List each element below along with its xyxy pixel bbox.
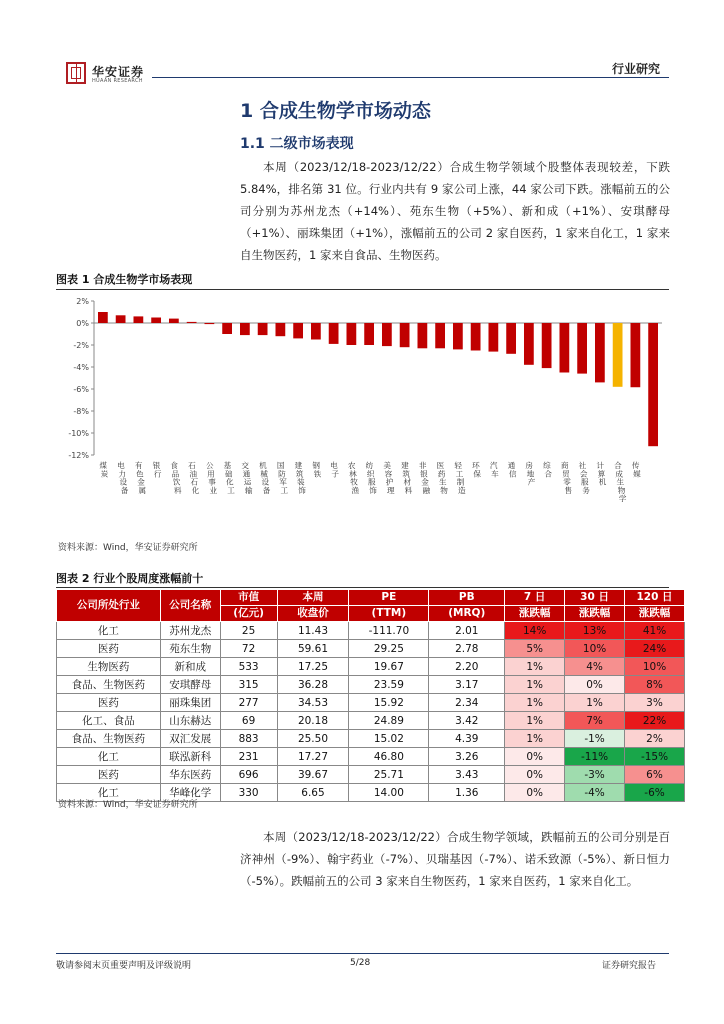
x-tick-label: 机械设备 (259, 461, 271, 495)
logo-text-cn: 华安证券 (92, 65, 145, 79)
chart-bar (169, 319, 179, 323)
chart-bar (116, 315, 126, 323)
heading-1: 1 合成生物学市场动态 (240, 100, 431, 122)
table-cell: 5% (505, 640, 565, 658)
table-cell: 6% (625, 766, 685, 784)
x-tick-label: 汽车 (489, 461, 499, 479)
x-tick-label: 交通运输 (241, 461, 253, 495)
header-divider (152, 77, 669, 78)
x-tick-label: 计算机 (596, 461, 607, 487)
table-cell: -1% (565, 730, 625, 748)
x-tick-label: 国防军工 (276, 461, 289, 495)
table-cell: 6.65 (277, 784, 349, 802)
footer-report-type: 证券研究报告 (601, 961, 656, 971)
chart-bar (187, 322, 197, 323)
table-cell: 25 (220, 622, 277, 640)
logo-text-en: HUAAN RESEARCH (92, 78, 143, 84)
table-cell: 41% (625, 622, 685, 640)
chart-bar (542, 323, 552, 368)
table-cell: 10% (565, 640, 625, 658)
table-header-cell: 公司所处行业 (57, 590, 161, 622)
table-cell: 化工 (57, 748, 161, 766)
chart-bar (222, 323, 232, 334)
table-cell: 华峰化学 (160, 784, 220, 802)
y-tick-label: -4% (73, 363, 89, 372)
table-cell: 联泓新科 (160, 748, 220, 766)
x-tick-label: 环保 (472, 461, 481, 479)
table-cell: 696 (220, 766, 277, 784)
table-cell: 食品、生物医药 (57, 676, 161, 694)
table-cell: 15.92 (349, 694, 429, 712)
table-cell: 14% (505, 622, 565, 640)
table-cell: 3.43 (429, 766, 505, 784)
paragraph-decliners: 本周（2023/12/18-2023/12/22）合成生物学领域，跌幅前五的公司分别是百济神州（-9%）、翰宇药业（-7%）、贝瑞基因（-7%）、诺禾致源（-5%）、新日恒力（-5%）。跌幅前五的公司 3 家来自生物医药，1 家来自医药，1 家来自化工。 (240, 830, 670, 888)
table-cell: 69 (220, 712, 277, 730)
chart-bar (240, 323, 250, 335)
table-cell: -4% (565, 784, 625, 802)
figure2-source: 资料来源：Wind，华安证券研究所 (58, 800, 198, 810)
table-cell: 4% (565, 658, 625, 676)
table-row (57, 712, 685, 730)
table-cell: 36.28 (277, 676, 349, 694)
x-tick-label: 美容护理 (383, 461, 395, 495)
table-cell: 3.26 (429, 748, 505, 766)
table-cell: -15% (625, 748, 685, 766)
chart-bar (471, 323, 481, 351)
table-cell: 315 (220, 676, 277, 694)
footer-divider (56, 953, 669, 954)
table-header-cell: 30 日 (565, 590, 625, 606)
figure1-source: 资料来源：Wind，华安证券研究所 (58, 543, 198, 553)
table-header-cell: PE (349, 590, 429, 606)
table-cell: 22% (625, 712, 685, 730)
table-header-cell: 收盘价 (277, 606, 349, 622)
x-tick-label: 电子 (330, 461, 339, 479)
table-cell: 新和成 (160, 658, 220, 676)
table-cell: 3% (625, 694, 685, 712)
table-cell: 25.50 (277, 730, 349, 748)
chart-bar (648, 323, 658, 446)
x-tick-label: 食品饮料 (170, 461, 182, 495)
table-cell: -3% (565, 766, 625, 784)
x-tick-label: 医药生物 (436, 461, 448, 495)
chart-bar (364, 323, 374, 345)
table-cell: 3.42 (429, 712, 505, 730)
x-tick-label: 电力设备 (117, 461, 129, 495)
table-header-cell: 公司名称 (160, 590, 220, 622)
y-tick-label: 0% (76, 319, 89, 328)
table-header-cell: 涨跌幅 (625, 606, 685, 622)
chart-bar (293, 323, 303, 338)
y-tick-label: -12% (68, 451, 89, 460)
table-cell: 0% (505, 748, 565, 766)
figure1-divider (56, 289, 669, 290)
table-cell: 34.53 (277, 694, 349, 712)
top-gainers-table (56, 589, 685, 802)
table-cell: 1% (505, 676, 565, 694)
table-cell: 19.67 (349, 658, 429, 676)
chart-bar (595, 323, 605, 382)
table-cell: 丽珠集团 (160, 694, 220, 712)
y-tick-label: 2% (76, 297, 89, 306)
table-cell: 2% (625, 730, 685, 748)
table-cell: 山东赫达 (160, 712, 220, 730)
chart-bar (435, 323, 445, 348)
chart-bar (559, 323, 569, 373)
table-cell: 10% (625, 658, 685, 676)
table-cell: 24% (625, 640, 685, 658)
x-tick-label: 商贸零售 (560, 461, 573, 495)
table-cell: 0% (505, 766, 565, 784)
table-cell: 2.78 (429, 640, 505, 658)
x-tick-label: 建筑材料 (401, 461, 413, 495)
table-row (57, 748, 685, 766)
table-cell: 1% (505, 658, 565, 676)
table-cell: 29.25 (349, 640, 429, 658)
table-row (57, 622, 685, 640)
table-cell: 化工 (57, 784, 161, 802)
table-header-row (57, 590, 685, 606)
table-cell: -6% (625, 784, 685, 802)
table-cell: 医药 (57, 640, 161, 658)
section-label: 行业研究 (611, 62, 660, 76)
table-header-cell: (亿元) (220, 606, 277, 622)
x-tick-label: 石油石化 (188, 461, 200, 495)
table-cell: 15.02 (349, 730, 429, 748)
chart-bar (346, 323, 356, 345)
table-header-cell: (MRQ) (429, 606, 505, 622)
chart-bar (400, 323, 410, 347)
table-cell: 11.43 (277, 622, 349, 640)
chart-bar (204, 323, 214, 324)
chart-bar (417, 323, 427, 348)
chart-bar (613, 323, 623, 387)
figure2-title: 图表 2 行业个股周度涨幅前十 (56, 572, 204, 585)
chart-bar (506, 323, 516, 354)
table-row (57, 730, 685, 748)
table-cell: 医药 (57, 694, 161, 712)
table-row (57, 694, 685, 712)
table-cell: 4.39 (429, 730, 505, 748)
table-cell: 化工、食品 (57, 712, 161, 730)
table-row (57, 766, 685, 784)
figure2-divider (56, 587, 669, 588)
table-cell: 2.20 (429, 658, 505, 676)
table-row (57, 676, 685, 694)
x-tick-label: 合成生物学 (614, 461, 627, 503)
table-header-cell: 涨跌幅 (505, 606, 565, 622)
table-cell: 双汇发展 (160, 730, 220, 748)
table-cell: 20.18 (277, 712, 349, 730)
x-tick-label: 纺织服饰 (365, 461, 377, 495)
chart-bar (311, 323, 321, 340)
table-cell: 7% (565, 712, 625, 730)
y-tick-label: -6% (73, 385, 89, 394)
chart-bar (382, 323, 392, 346)
chart-bar (453, 323, 463, 349)
table-cell: -11% (565, 748, 625, 766)
x-tick-label: 基础化工 (223, 461, 235, 495)
chart-bar (577, 323, 587, 374)
table-cell: 24.89 (349, 712, 429, 730)
table-cell: 化工 (57, 622, 161, 640)
x-tick-label: 轻工制造 (454, 461, 466, 495)
table-cell: 2.34 (429, 694, 505, 712)
x-tick-label: 社会服务 (578, 461, 590, 495)
table-cell: 8% (625, 676, 685, 694)
table-cell: 72 (220, 640, 277, 658)
paragraph-market-summary: 本周（2023/12/18-2023/12/22）合成生物学领域个股整体表现较差，下跌 5.84%，排名第 31 位。行业内共有 9 家公司上涨，44 家公司下跌。涨幅前五的公司分别为苏州龙杰（+14%）、苑东生物（+5%）、新和成（+1%）、安琪酵母（+1%）、丽珠集团（+1%），涨幅前五的公司 2 家自医药，1 家来自化工，1 家来自生物医药，1 家来自食品、生物医药。 (240, 160, 670, 262)
table-cell: 39.67 (277, 766, 349, 784)
page-number: 5/28 (350, 958, 371, 968)
chart-bar (275, 323, 285, 336)
table-header-cell: 本周 (277, 590, 349, 606)
table-cell: 医药 (57, 766, 161, 784)
table-header-cell: 市值 (220, 590, 277, 606)
table-cell: 0% (505, 784, 565, 802)
table-row (57, 658, 685, 676)
table-header-cell: 7 日 (505, 590, 565, 606)
x-tick-label: 综合 (543, 461, 552, 479)
table-cell: 17.25 (277, 658, 349, 676)
table-header-cell: 120 日 (625, 590, 685, 606)
x-tick-label: 农林牧渔 (347, 461, 360, 495)
chart-bar (524, 323, 534, 365)
table-cell: 1% (505, 712, 565, 730)
table-cell: 2.01 (429, 622, 505, 640)
table-row (57, 640, 685, 658)
table-cell: 13% (565, 622, 625, 640)
table-header-cell: 涨跌幅 (565, 606, 625, 622)
chart-bar (630, 323, 640, 387)
table-header-cell: (TTM) (349, 606, 429, 622)
table-cell: 1% (565, 694, 625, 712)
table-cell: 1% (505, 730, 565, 748)
chart-bar (133, 316, 143, 323)
table-cell: -111.70 (349, 622, 429, 640)
chart-bar (98, 312, 108, 323)
x-tick-label: 钢铁 (312, 461, 322, 479)
x-tick-label: 煤炭 (99, 461, 109, 479)
table-header-cell: PB (429, 590, 505, 606)
x-tick-label: 传媒 (631, 461, 641, 479)
table-cell: 生物医药 (57, 658, 161, 676)
table-cell: 14.00 (349, 784, 429, 802)
y-tick-label: -8% (73, 407, 89, 416)
table-cell: 1% (505, 694, 565, 712)
table-cell: 安琪酵母 (160, 676, 220, 694)
company-logo (66, 62, 152, 88)
table-cell: 食品、生物医药 (57, 730, 161, 748)
table-cell: 23.59 (349, 676, 429, 694)
chart-bar (329, 323, 339, 344)
table-cell: 0% (565, 676, 625, 694)
table-cell: 1.36 (429, 784, 505, 802)
y-tick-label: -10% (68, 429, 89, 438)
table-cell: 3.17 (429, 676, 505, 694)
x-tick-label: 公用事业 (205, 461, 218, 495)
logo-icon (66, 62, 86, 84)
figure1-title: 图表 1 合成生物学市场表现 (56, 273, 193, 286)
x-tick-label: 银行 (152, 461, 162, 479)
table-cell: 330 (220, 784, 277, 802)
x-tick-label: 房地产 (525, 461, 536, 487)
table-cell: 46.80 (349, 748, 429, 766)
table-cell: 883 (220, 730, 277, 748)
x-tick-label: 有色金属 (134, 461, 147, 495)
market-performance-chart (56, 292, 670, 522)
heading-2: 1.1 二级市场表现 (240, 136, 354, 152)
table-cell: 华东医药 (160, 766, 220, 784)
table-cell: 苑东生物 (160, 640, 220, 658)
x-tick-label: 建筑装饰 (294, 461, 306, 495)
table-cell: 苏州龙杰 (160, 622, 220, 640)
x-tick-label: 通信 (507, 461, 517, 479)
chart-bar (488, 323, 498, 352)
chart-bar (151, 318, 161, 324)
table-cell: 231 (220, 748, 277, 766)
chart-bar (258, 323, 268, 335)
footer-disclaimer: 敬请参阅末页重要声明及评级说明 (56, 961, 192, 971)
table-cell: 17.27 (277, 748, 349, 766)
table-cell: 533 (220, 658, 277, 676)
x-tick-label: 非银金融 (418, 461, 431, 495)
y-tick-label: -2% (73, 341, 89, 350)
table-cell: 277 (220, 694, 277, 712)
table-cell: 25.71 (349, 766, 429, 784)
table-cell: 59.61 (277, 640, 349, 658)
